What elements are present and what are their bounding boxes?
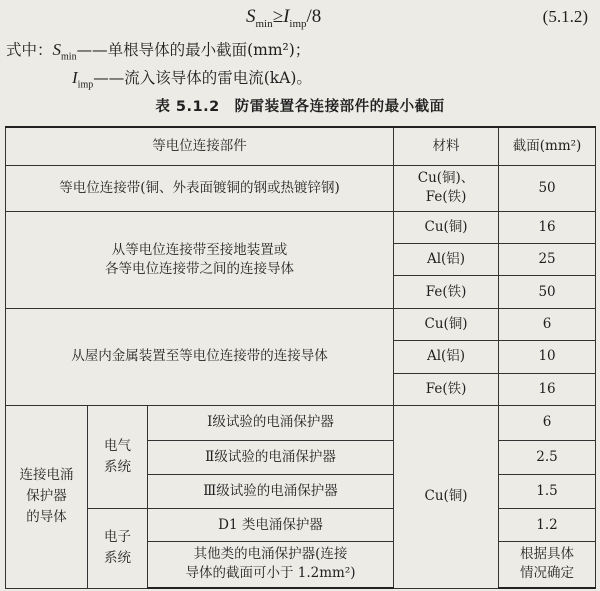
cell-part: 等电位连接带(铜、外表面镀铜的钢或热镀锌钢) (6, 166, 394, 212)
cell-material: Fe(铁) (394, 373, 499, 405)
equation-number: (5.1.2) (542, 7, 588, 26)
cell-section: 50 (499, 276, 596, 308)
header-section: 截面(mm²) (499, 127, 596, 166)
cell-spd-conductor: 连接电涌 保护器 的导体 (6, 406, 88, 588)
cell-material: Al(铝) (394, 244, 499, 276)
cell-section: 1.2 (499, 509, 596, 541)
symbol-definitions (6, 36, 312, 92)
cell-material: Cu(铜) (394, 406, 499, 588)
cell-item: Ⅲ级试验的电涌保护器 (148, 474, 394, 508)
formula-expression: $S_{min}\ge I_{imp}/8$ (246, 6, 322, 30)
cell-item: Ⅰ级试验的电涌保护器 (148, 406, 394, 440)
cell-part: 从等电位连接带至接地装置或 各等电位连接带之间的连接导体 (6, 211, 394, 308)
cell-section: 1.5 (499, 474, 596, 508)
cell-material: Al(铝) (394, 341, 499, 373)
table-row (6, 308, 596, 340)
cell-section: 16 (499, 373, 596, 405)
table-header-row (6, 127, 596, 166)
cell-item: D1 类电涌保护器 (148, 509, 394, 541)
cell-section: 16 (499, 211, 596, 243)
cross-section-table (5, 126, 596, 589)
cell-section: 10 (499, 341, 596, 373)
table-row (6, 166, 596, 212)
table-row (6, 211, 596, 243)
cell-material: Cu(铜) (394, 308, 499, 340)
cell-item: Ⅱ级试验的电涌保护器 (148, 440, 394, 474)
cell-section: 6 (499, 406, 596, 440)
table-row (6, 509, 596, 541)
header-part: 等电位连接部件 (6, 127, 394, 166)
cell-material: Fe(铁) (394, 276, 499, 308)
cell-material: Cu(铜) (394, 211, 499, 243)
cell-section: 50 (499, 166, 596, 212)
table-title: 表 5.1.2 防雷装置各连接部件的最小截面 (155, 99, 445, 115)
cell-section: 2.5 (499, 440, 596, 474)
formula (0, 4, 600, 32)
table-row (6, 406, 596, 440)
cell-section: 25 (499, 244, 596, 276)
definition-smin: 式中：$S_{min}——$单根导体的最小截面(mm²)； (6, 40, 311, 63)
cell-section: 6 (499, 308, 596, 340)
cell-item: 其他类的电涌保护器(连接 导体的截面可小于 1.2mm²) (148, 541, 394, 588)
cell-electronic-system: 电子 系统 (88, 509, 148, 588)
header-material: 材料 (394, 127, 499, 166)
cell-electrical-system: 电气 系统 (88, 406, 148, 509)
cell-part: 从屋内金属装置至等电位连接带的连接导体 (6, 308, 394, 405)
cell-section: 根据具体 情况确定 (499, 541, 596, 588)
cell-material: Cu(铜)、 Fe(铁) (394, 166, 499, 212)
definition-iimp: $I_{imp}——$流入该导体的雷电流(kA)。 (72, 68, 312, 91)
